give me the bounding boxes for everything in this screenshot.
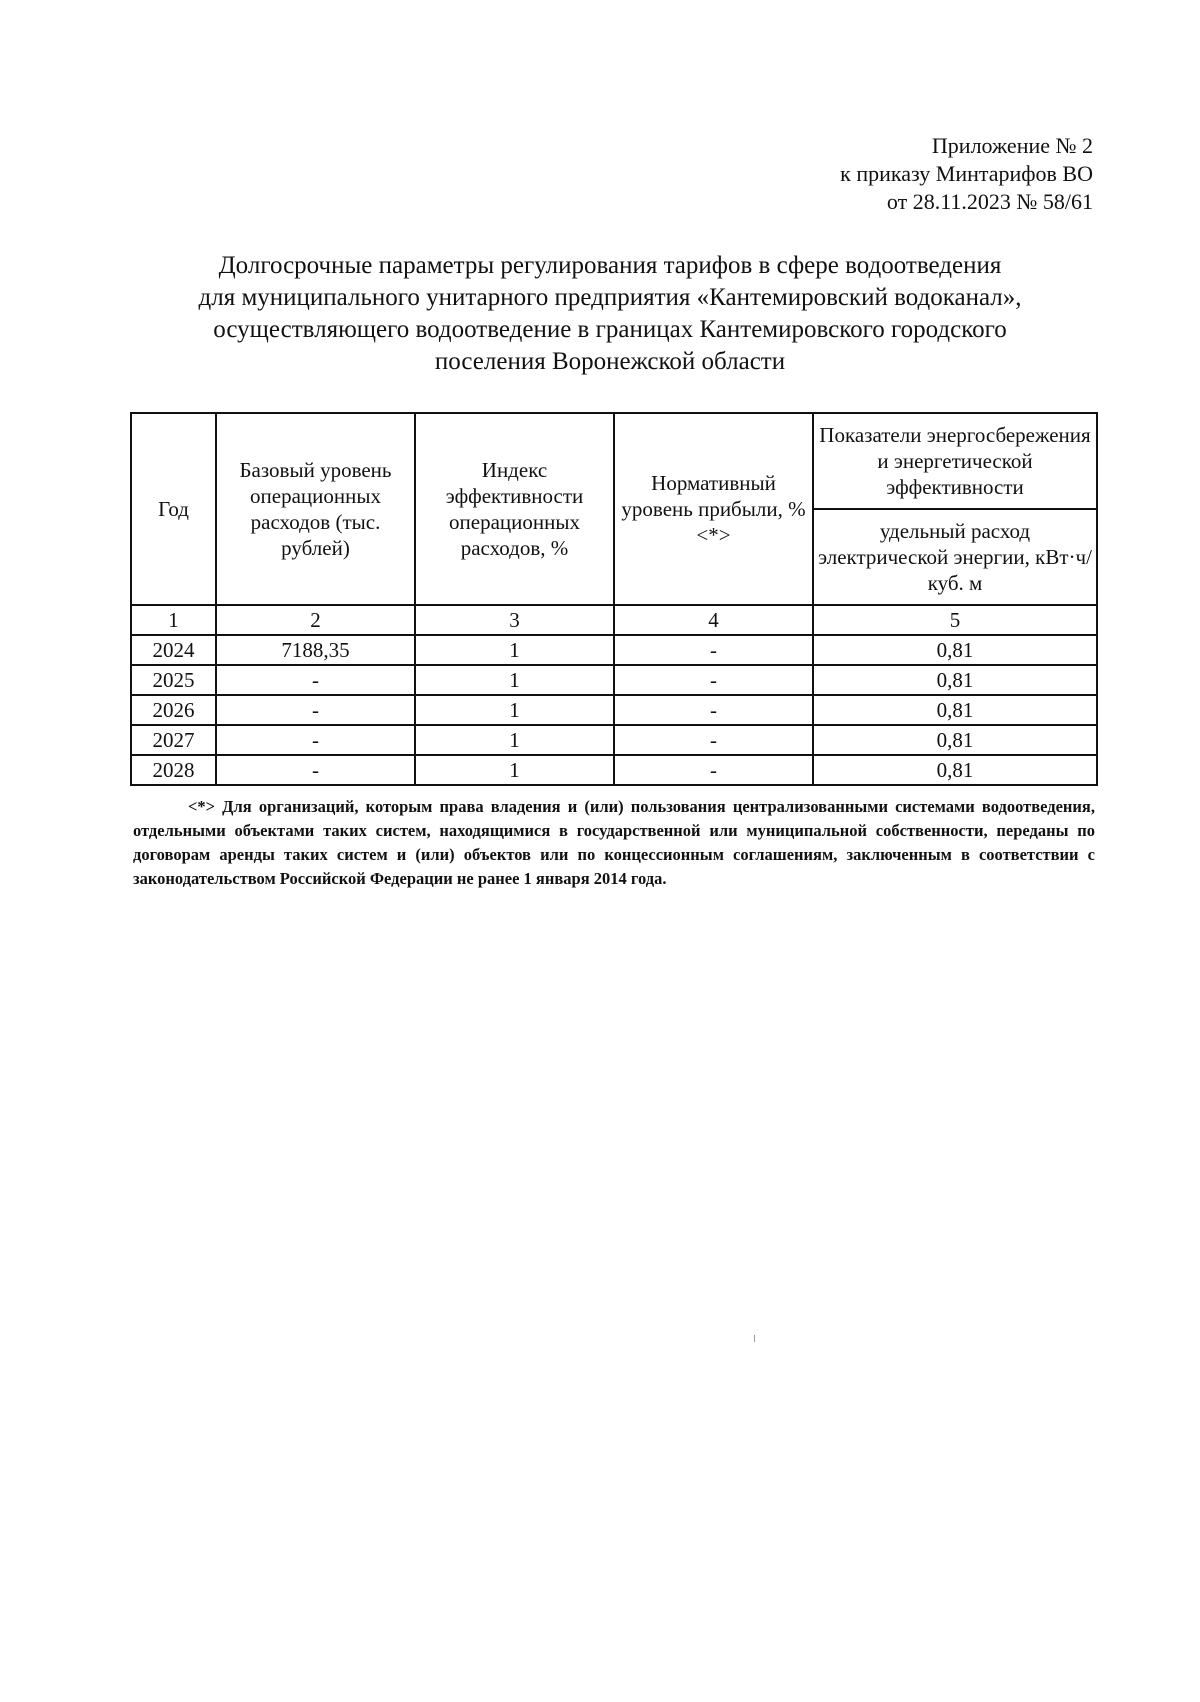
cell-efficiency-index: 1 [415,695,614,725]
column-number: 5 [813,605,1097,635]
cell-profit-level: - [614,635,813,665]
title-line-4: поселения Воронежской области [434,348,786,375]
cell-profit-level: - [614,725,813,755]
cell-base-level: - [216,725,415,755]
table-row [131,635,1097,665]
cell-profit-level: - [614,755,813,785]
cell-efficiency-index: 1 [415,755,614,785]
cell-year: 2024 [131,635,216,665]
scan-mark [754,1335,755,1342]
column-number: 4 [614,605,813,635]
footnote: <*> Для организаций, которым права владения и (или) пользования централизованными системами водоотведения, отдельными объектами таких систем, находящимися в государственной или муниципальной собственности, переданы по договорам аренды таких систем и (или) объектов или по концессионным соглашениям, заключенным в соответствии с законодательством Российской Федерации не ранее 1 января 2014 года. [133,797,1095,888]
header-energy-group: Показатели энергосбережения и энергетической эффективности [813,413,1097,509]
cell-energy: 0,81 [813,695,1097,725]
cell-base-level: - [216,665,415,695]
cell-profit-level: - [614,665,813,695]
appendix-line-3: от 28.11.2023 № 58/61 [886,189,1093,214]
cell-energy: 0,81 [813,665,1097,695]
table-row [131,665,1097,695]
header-profit-level: Нормативный уровень прибыли, % <*> [614,413,813,605]
column-number: 1 [131,605,216,635]
cell-base-level: - [216,755,415,785]
cell-base-level: 7188,35 [216,635,415,665]
cell-efficiency-index: 1 [415,665,614,695]
table-header-row [131,413,1097,509]
header-energy-sub: удельный расход электрической энергии, кВт·ч/куб. м [813,509,1097,605]
cell-energy: 0,81 [813,725,1097,755]
column-number-row [131,605,1097,635]
document-title [140,250,1080,378]
cell-energy: 0,81 [813,635,1097,665]
cell-profit-level: - [614,695,813,725]
table-row [131,755,1097,785]
cell-year: 2025 [131,665,216,695]
title-line-1: Долгосрочные параметры регулирования тарифов в сфере водоотведения [218,252,1002,279]
header-base-level: Базовый уровень операционных расходов (тыс. рублей) [216,413,415,605]
parameters-table [130,412,1098,786]
column-number: 2 [216,605,415,635]
cell-efficiency-index: 1 [415,725,614,755]
appendix-reference [840,132,1093,216]
table-row [131,695,1097,725]
header-year: Год [131,413,216,605]
appendix-line-2: к приказу Минтарифов ВО [840,161,1093,186]
cell-year: 2028 [131,755,216,785]
table-row [131,725,1097,755]
cell-efficiency-index: 1 [415,635,614,665]
title-line-2: для муниципального унитарного предприятия «Кантемировский водоканал», [198,284,1022,311]
cell-year: 2027 [131,725,216,755]
cell-year: 2026 [131,695,216,725]
appendix-line-1: Приложение № 2 [931,133,1093,158]
cell-base-level: - [216,695,415,725]
title-line-3: осуществляющего водоотведение в границах Кантемировского городского [213,316,1007,343]
header-efficiency-index: Индекс эффективности операционных расходов, % [415,413,614,605]
column-number: 3 [415,605,614,635]
cell-energy: 0,81 [813,755,1097,785]
